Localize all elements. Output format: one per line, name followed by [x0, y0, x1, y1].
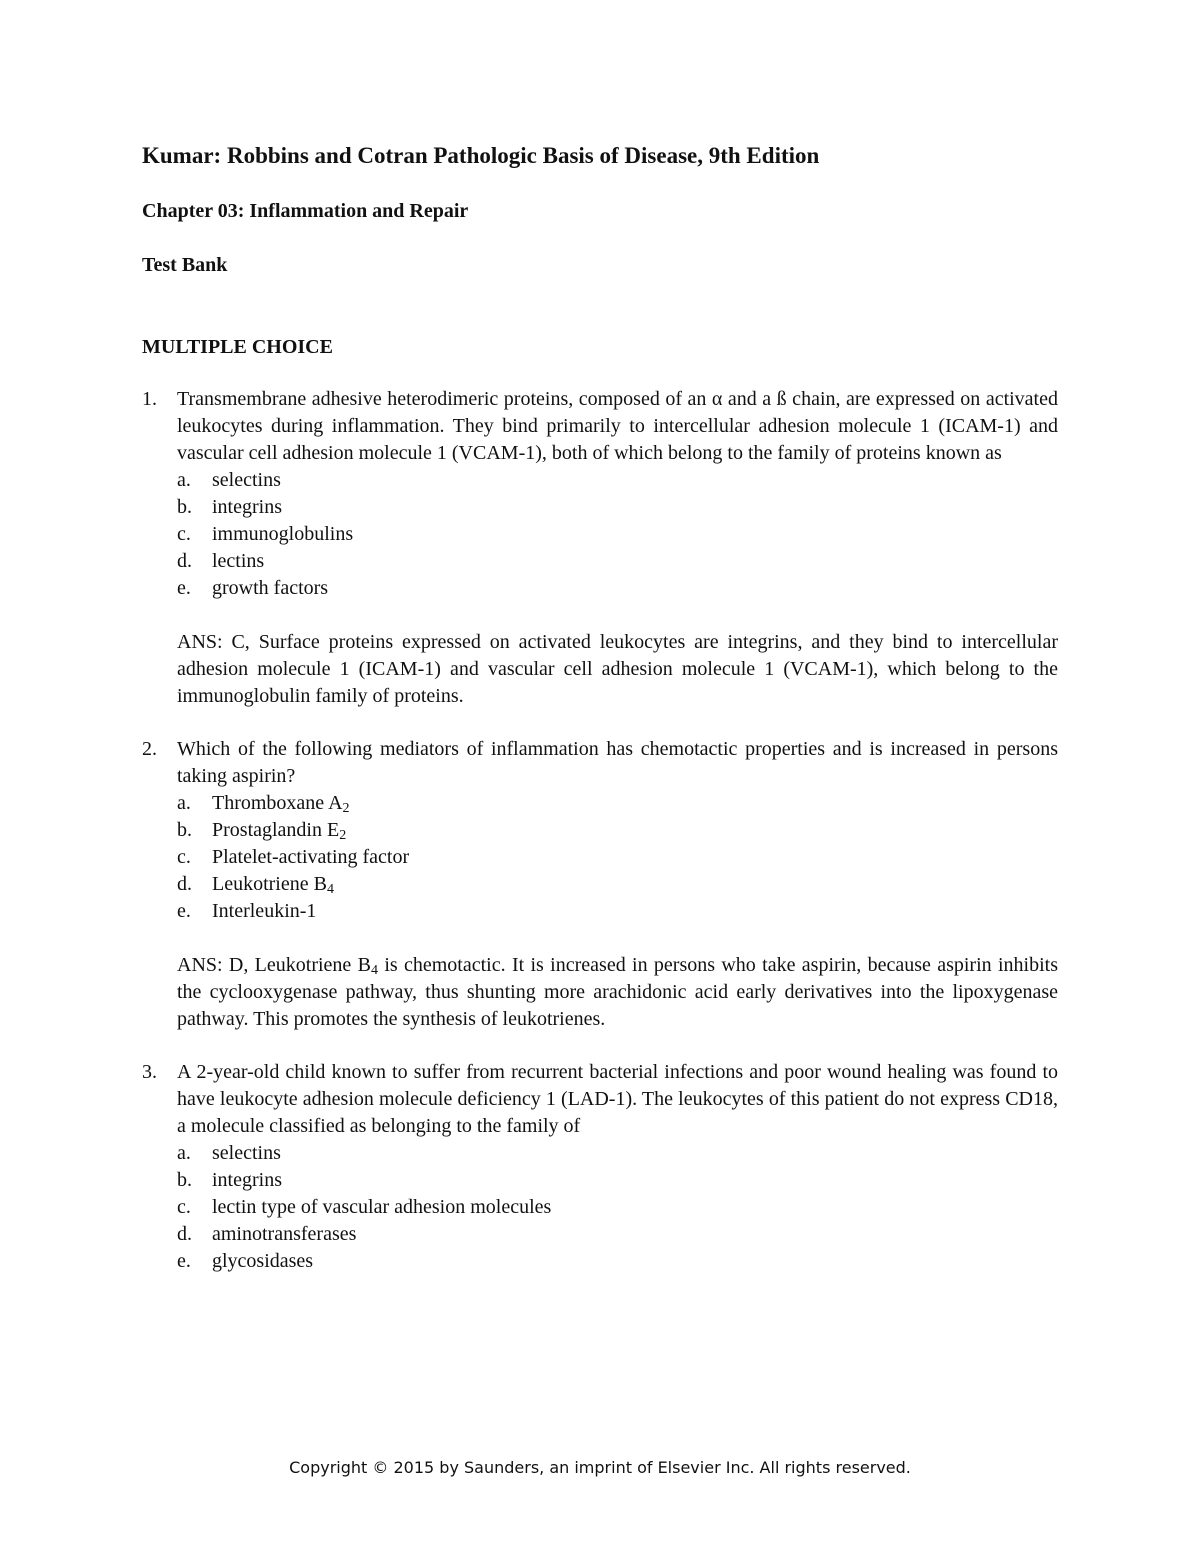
option-subscript: 4: [326, 882, 334, 897]
question-1: [142, 386, 1058, 710]
option-a: [177, 1140, 1058, 1167]
option-text: Platelet-activating factor: [212, 846, 410, 868]
document-subtitle: Test Bank: [142, 254, 228, 276]
option-d: [177, 548, 1058, 575]
option-a: [177, 467, 1058, 494]
option-c: [177, 521, 1058, 548]
option-d: [177, 1221, 1058, 1248]
answer-explanation: ANS: C, Surface proteins expressed on activated leukocytes are integrins, and they bind to intercellular adhesion molecule 1 (ICAM-1) and vascular cell adhesion molecule 1 (VCAM-1), which belong to the immunoglobulin family of proteins.: [177, 631, 1058, 707]
question-2: [142, 736, 1058, 1033]
option-text: aminotransferases: [212, 1223, 357, 1245]
option-letter: a.: [177, 792, 191, 814]
option-letter: b.: [177, 496, 192, 518]
option-text: selectins: [212, 1142, 281, 1164]
answer-options: [177, 790, 1058, 925]
question-number: 2.: [142, 738, 157, 760]
answer-options: [177, 467, 1058, 602]
question-stem: Which of the following mediators of inflammation has chemotactic properties and is increased in persons taking aspirin?: [177, 738, 1058, 787]
answer-text-end: is chemotactic. It is increased in persons who take aspirin, because aspirin inhibits the cyclooxygenase pathway, thus shunting more arachidonic acid early derivatives into the lipoxygenase pathway. This promotes the synthesis of leukotrienes.: [177, 954, 1058, 1030]
option-letter: d.: [177, 550, 192, 572]
question-3: [142, 1059, 1058, 1275]
option-letter: a.: [177, 469, 191, 491]
option-e: [177, 575, 1058, 602]
option-c: [177, 844, 1058, 871]
option-text: lectins: [212, 550, 265, 572]
option-d: [177, 871, 1058, 898]
option-letter: a.: [177, 1142, 191, 1164]
option-text: glycosidases: [212, 1250, 314, 1272]
option-b: [177, 1167, 1058, 1194]
option-letter: b.: [177, 819, 192, 841]
option-a: [177, 790, 1058, 817]
book-title: Kumar: Robbins and Cotran Pathologic Basis of Disease, 9th Edition: [142, 143, 820, 168]
option-c: [177, 1194, 1058, 1221]
question-number: 1.: [142, 388, 157, 410]
answer-options: [177, 1140, 1058, 1275]
question-stem: A 2-year-old child known to suffer from recurrent bacterial infections and poor wound healing was found to have leukocyte adhesion molecule deficiency 1 (LAD-1). The leukocytes of this patient do not express CD18, a molecule classified as belonging to the family of: [177, 1061, 1058, 1137]
option-letter: e.: [177, 1250, 191, 1272]
chapter-title: Chapter 03: Inflammation and Repair: [142, 200, 469, 222]
option-text: immunoglobulins: [212, 523, 354, 545]
option-letter: e.: [177, 900, 191, 922]
option-text: Prostaglandin E: [212, 819, 340, 841]
option-text: Leukotriene B: [212, 873, 327, 895]
copyright-footer: Copyright © 2015 by Saunders, an imprint of Elsevier Inc. All rights reserved.: [289, 1458, 911, 1477]
option-letter: e.: [177, 577, 191, 599]
option-subscript: 2: [339, 828, 347, 843]
option-letter: c.: [177, 846, 191, 868]
option-subscript: 2: [342, 801, 350, 816]
option-b: [177, 817, 1058, 844]
option-letter: b.: [177, 1169, 192, 1191]
option-e: [177, 1248, 1058, 1275]
option-text: integrins: [212, 496, 282, 518]
question-stem: Transmembrane adhesive heterodimeric proteins, composed of an α and a ß chain, are expressed on activated leukocytes during inflammation. They bind primarily to intercellular adhesion molecule 1 (ICAM-1) and vascular cell adhesion molecule 1 (VCAM-1), both of which belong to the family of proteins known as: [177, 388, 1058, 464]
answer-explanation: [177, 952, 1058, 1033]
option-text: integrins: [212, 1169, 282, 1191]
option-text: Interleukin-1: [212, 900, 317, 922]
option-text: growth factors: [212, 577, 329, 599]
option-text: lectin type of vascular adhesion molecules: [212, 1196, 552, 1218]
option-letter: c.: [177, 1196, 191, 1218]
question-number: 3.: [142, 1061, 157, 1083]
answer-text-start: ANS: D, Leukotriene B: [177, 954, 371, 976]
option-letter: d.: [177, 873, 192, 895]
question-list: [142, 386, 1058, 1275]
page-content: [142, 140, 1058, 1275]
option-text: Thromboxane A: [212, 792, 343, 814]
option-e: [177, 898, 1058, 925]
option-letter: c.: [177, 523, 191, 545]
answer-subscript: 4: [370, 963, 378, 978]
option-letter: d.: [177, 1223, 192, 1245]
option-text: selectins: [212, 469, 281, 491]
section-title: MULTIPLE CHOICE: [142, 336, 333, 358]
option-b: [177, 494, 1058, 521]
